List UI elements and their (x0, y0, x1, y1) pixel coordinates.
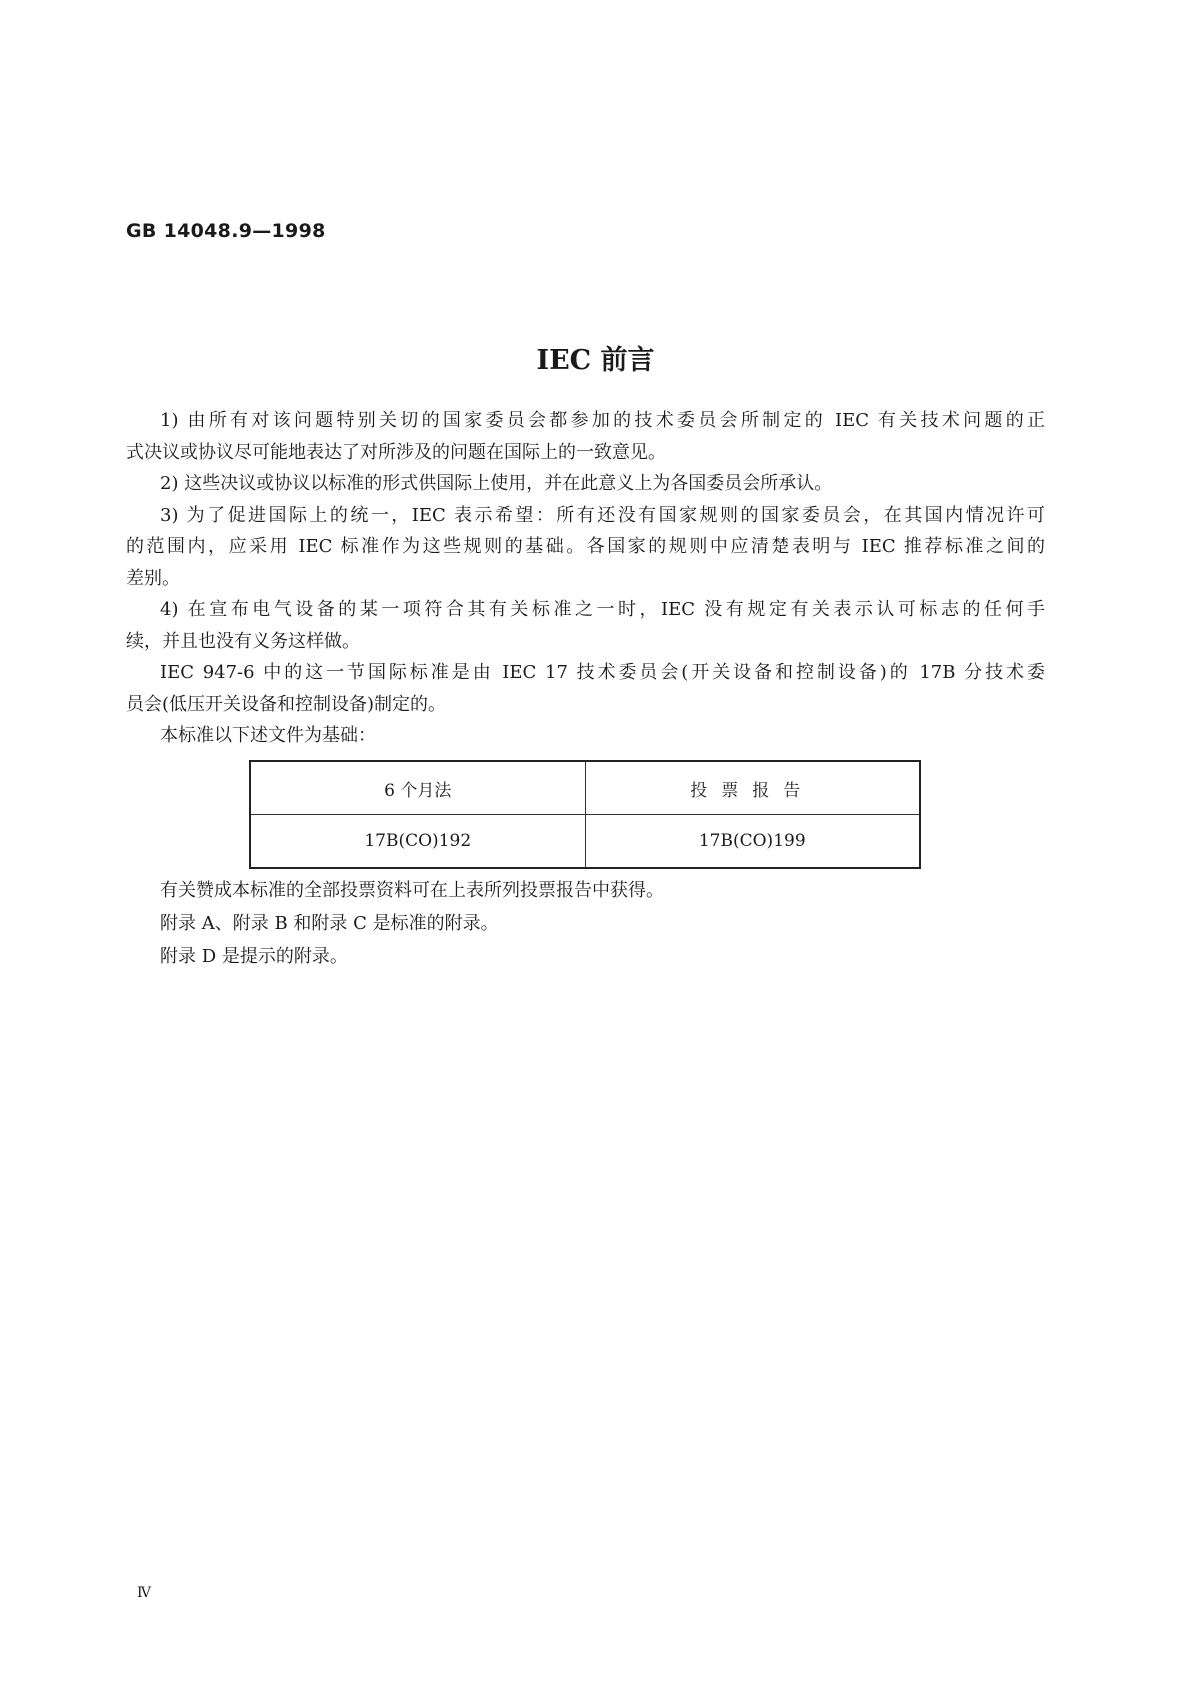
text-line: 附录 D 是提示的附录。 (160, 946, 348, 967)
text-line: 续，并且也没有义务这样做。 (126, 630, 360, 652)
text-line: 的范围内，应采用 IEC 标准作为这些规则的基础。各国家的规则中应清楚表明与 IEC 推荐标准之间的 (126, 536, 1045, 557)
basis-documents-table (249, 760, 921, 869)
closing-text (160, 874, 664, 973)
text-line: 附录 A、附录 B 和附录 C 是标准的附录。 (160, 913, 499, 934)
table-cell: 17B(CO)199 (585, 815, 920, 869)
table-cell: 17B(CO)192 (250, 815, 585, 869)
text-line: 1) 由所有对该问题特别关切的国家委员会都参加的技术委员会所制定的 IEC 有关技术问题的正 (160, 410, 1045, 431)
text-line: 本标准以下述文件为基础： (160, 725, 376, 746)
table-header-row (250, 761, 920, 815)
text-line: 2) 这些决议或协议以标准的形式供国际上使用，并在此意义上为各国委员会所承认。 (160, 473, 833, 494)
text-line: 有关赞成本标准的全部投票资料可在上表所列投票报告中获得。 (160, 880, 664, 901)
text-line: 式决议或协议尽可能地表达了对所涉及的问题在国际上的一致意见。 (126, 441, 666, 463)
text-line: 员会(低压开关设备和控制设备)制定的。 (126, 693, 447, 715)
body-text (126, 405, 1045, 752)
page-number: Ⅳ (137, 1585, 151, 1601)
text-line: 4) 在宣布电气设备的某一项符合其有关标准之一时，IEC 没有规定有关表示认可标志的任何手 (160, 599, 1045, 620)
text-line: 差别。 (126, 567, 180, 589)
table-header-cell: 6 个月法 (250, 761, 585, 815)
text-line: 3) 为了促进国际上的统一，IEC 表示希望：所有还没有国家规则的国家委员会，在其国内情况许可 (160, 504, 1045, 526)
table-header-cell: 投票报告 (585, 761, 920, 815)
text-line: IEC 947-6 中的这一节国际标准是由 IEC 17 技术委员会(开关设备和控制设备)的 17B 分技术委 (160, 662, 1045, 683)
document-code-header: GB 14048.9—1998 (126, 220, 326, 242)
table-row (250, 815, 920, 869)
page-title: IEC 前言 (536, 345, 655, 376)
